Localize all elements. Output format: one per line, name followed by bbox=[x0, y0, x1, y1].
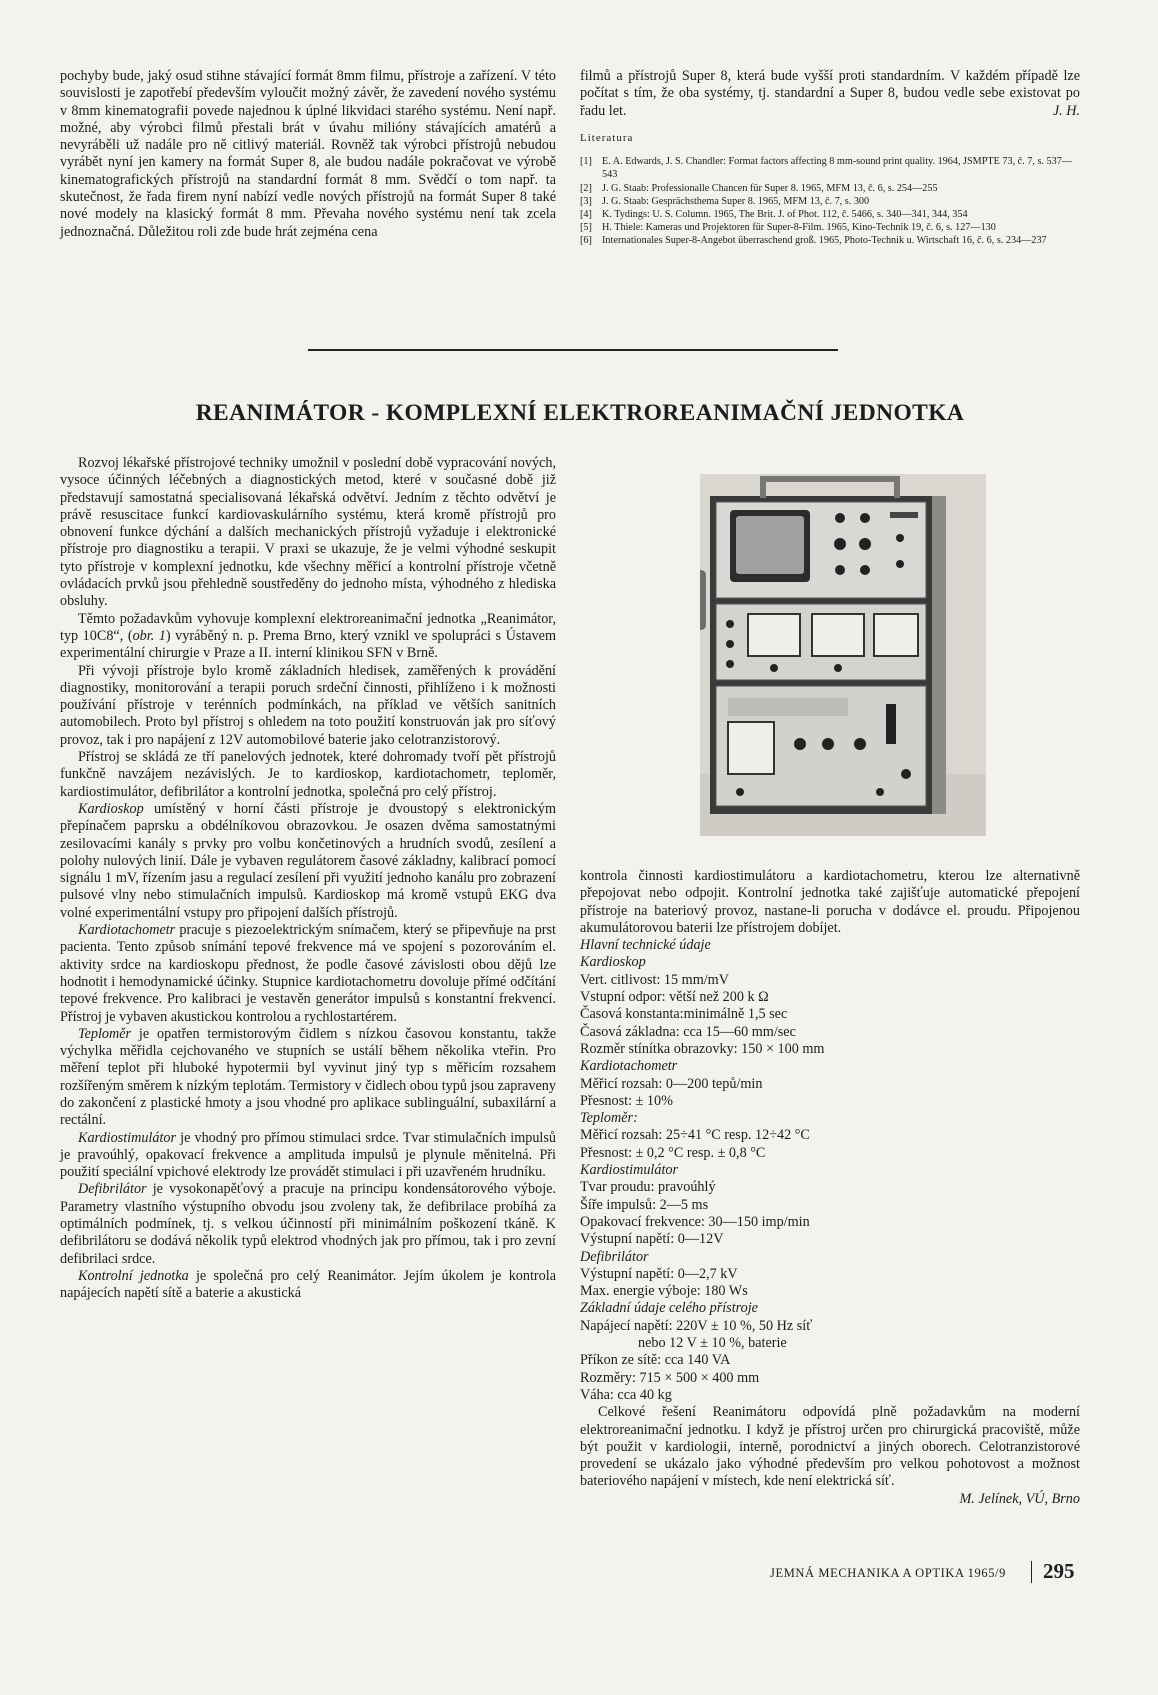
reference-item bbox=[580, 182, 1080, 195]
spec-group-heading: Kardiotachometr bbox=[580, 1058, 678, 1075]
term: Teploměr bbox=[78, 1025, 132, 1042]
paragraph: kontrola činnosti kardiostimulátoru a kardiotachometru, kterou lze alternativně přepojovat nebo odpojit. Kontrolní jednotka také zajišťuje automatické přepojení přístroje na bateriový provoz, nastane-li porucha v dodávce el. proudu. Připojenou akumulátorovou baterii lze přístrojem dobíjet. bbox=[580, 868, 1080, 936]
spec-line: Vert. citlivost: 15 mm/mV bbox=[580, 971, 729, 988]
specs-heading: Hlavní technické údaje bbox=[580, 937, 711, 954]
reference-item bbox=[580, 195, 1080, 208]
paragraph-text: je vysokonapěťový a pracuje na principu kondensátorového výboje. Parametry vlastního výstupního obvodu jsou zvoleny tak, že defibrilace probíhá za optimálních podmínek, tj. s velkou účinností při minimálním poškození tkáně. K defibrilátoru se dodává několik typů elektrod vhodných jak pro přímou, tak i pro zevní defibrilaci srdce. bbox=[60, 1181, 556, 1267]
reference-number: [4] bbox=[580, 209, 592, 220]
journal-footer: JEMNÁ MECHANIKA A OPTIKA 1965/9 bbox=[770, 1566, 1006, 1580]
reference-number: [6] bbox=[580, 235, 592, 247]
paragraph-text: filmů a přístrojů Super 8, která bude vyšší proti standardním. V každém případě lze počítat s tím, že oba systémy, tj. standardní a Super 8, budou vedle sebe existovat po řadu let. bbox=[580, 68, 1080, 119]
article-left-column bbox=[60, 455, 556, 1303]
paragraph bbox=[60, 611, 556, 663]
term: Kardiotachometr bbox=[78, 922, 176, 939]
paragraph: pochyby bude, jaký osud stihne stávající formát 8mm filmu, přístroje a zařízení. V této souvislosti je zapotřebí především vyloučit možný závěr, že zavedení nového systému v 8mm kinematografii povede najednou k úplné likvidaci starého systému. Není např. možné, aby výrobci filmů přestali brát v úvahu milióny stávajících amatérů a nevyráběli už nadále pro ně citlivý materiál. Rovněž tak výrobci přístrojů nebudou vyrábět nyní jen kamery na formát Super 8, ale budou nadále pokračovat ve výrobě kinematografických přístrojů na standardní formát 8 mm. Svědčí o tom např. ta skutečnost, že řada firem nyní nabízí vedle nových přístrojů na formát Super 8 také nové modely na klasický formát 8 mm. Převaha nového systému není tak zcela jednoznačná. Důležitou roli zde bude hrát zejména cena bbox=[60, 68, 556, 240]
spec-line: Opakovací frekvence: 30—150 imp/min bbox=[580, 1213, 810, 1230]
spec-line: Měřicí rozsah: 25÷41 °C resp. 12÷42 °C bbox=[580, 1127, 810, 1144]
paragraph bbox=[60, 801, 556, 922]
spec-group-heading: Kardioskop bbox=[580, 954, 646, 971]
figure-reference: obr. 1 bbox=[132, 627, 166, 644]
reference-text: H. Thiele: Kameras und Projektoren für Super-8-Film. 1965, Kino-Technik 19, č. 6, s. 127—130 bbox=[602, 222, 996, 234]
spec-line: Rozměry: 715 × 500 × 400 mm bbox=[580, 1369, 760, 1386]
term: Kardiostimulátor bbox=[78, 1129, 177, 1146]
spec-line: Měřicí rozsah: 0—200 tepů/min bbox=[580, 1075, 763, 1092]
paragraph: Při vývoji přístroje bylo kromě základních hledisek, zaměřených k provádění diagnostiky, monitorování a terapii poruch srdeční činnosti, přihlíženo i k možnosti používání přístroje v terénních podmínkách, na příklad ve větších sanitních automobilech. Proto byl přístroj s ohledem na toto použití konstruován jak pro síťový provoz, tak i pro napájení z 12V automobilové baterie jako celotranzistorový. bbox=[60, 662, 556, 748]
reference-number: [2] bbox=[580, 182, 592, 194]
paragraph-text: je vhodný pro přímou stimulaci srdce. Tvar stimulačních impulsů je pravoúhlý, opakovací frekvence a amplituda impulsů je plynule měnitelná. Při použití speciální vpichové elektrody lze provádět stimulaci i při uzavřeném hrudníku. bbox=[60, 1129, 556, 1181]
spec-group-heading: Kardiostimulátor bbox=[580, 1162, 679, 1179]
author-signature: M. Jelínek, VÚ, Brno bbox=[959, 1490, 1080, 1507]
paragraph bbox=[60, 1130, 556, 1182]
spec-line: Výstupní napětí: 0—12V bbox=[580, 1231, 724, 1248]
spec-line: Časová konstanta:minimálně 1,5 sec bbox=[580, 1006, 788, 1023]
spec-line: Příkon ze sítě: cca 140 VA bbox=[580, 1352, 731, 1369]
reference-text: Internationales Super-8-Angebot überraschend groß. 1965, Photo-Technik u. Wirtschaft 16, č. 6, s. 234—237 bbox=[602, 235, 1047, 247]
paragraph: Rozvoj lékařské přístrojové techniky umožnil v poslední době vypracování nových, vysoce účinných léčebných a diagnostických metod, které v současné době již představují samostatná specialisovaná lékařská odvětví. Jedním z těchto odvětví je právě resuscitace funkcí kardiovaskulárního systému, která kromě přístrojů pro obnovení funkce dýchání a dalších mechanických přístrojů vyžaduje i elektronické přístroje pro diagnostiku a terapii. V praxi se ukazuje, že je velmi výhodné seskupit tyto přístroje v komplexní jednotku, kde všechny měřicí a kontrolní přístroje včetně ovládacích prvků jsou přehledně soustředěny do jednoho místa, výhodného z hlediska obsluhy. bbox=[60, 455, 556, 610]
spec-line: Vstupní odpor: větší než 200 k Ω bbox=[580, 989, 769, 1006]
article-title: REANIMÁTOR - KOMPLEXNÍ ELEKTROREANIMAČNÍ JEDNOTKA bbox=[195, 400, 965, 426]
top-right-column bbox=[580, 68, 1080, 248]
reference-list bbox=[580, 155, 1080, 247]
paragraph bbox=[580, 68, 1080, 120]
reference-item bbox=[580, 234, 1080, 247]
spec-line: Napájecí napětí: 220V ± 10 %, 50 Hz síť bbox=[580, 1317, 813, 1334]
reference-item bbox=[580, 155, 1080, 181]
reference-item bbox=[580, 221, 1080, 234]
article-right-column bbox=[580, 868, 1080, 1508]
paragraph-text: je opatřen termistorovým čidlem s nízkou časovou konstantu, takže výchylka měřidla cejchovaného ve stupních se ustálí během několika vteřin. Pro měření teplot při hluboké hypotermii byl vyvinut jiný typ s měřicím rozsahem rozšířeným směrem k nízkým teplotám. Termistory v čidlech obou typů jsou zapraveny do zakončení z plastické hmoty a jsou vhodné pro aplikace sublinguální, subaxilární a rectální. bbox=[60, 1025, 556, 1129]
spec-line: Tvar proudu: pravoúhlý bbox=[580, 1179, 716, 1196]
reference-number: [3] bbox=[580, 195, 592, 207]
spec-line: Šíře impulsů: 2—5 ms bbox=[580, 1196, 709, 1213]
term: Defibrilátor bbox=[78, 1181, 147, 1198]
spec-line: Rozměr stínítka obrazovky: 150 × 100 mm bbox=[580, 1040, 825, 1057]
spec-line: Max. energie výboje: 180 Ws bbox=[580, 1283, 748, 1300]
paragraph-text: pracuje s piezoelektrickým snímačem, který se připevňuje na prst pacienta. Tento způsob snímání tepové frekvence má ve spojení s pozorováním el. aktivity srdce na kardioskopu přednost, že podle časové závislosti obou dějů lze hodnotit i hemodynamické účinky. Stupnice kardiotachometru dovoluje přímé odčítání tepové frekvence. Pro kalibraci je vestavěn generátor impulsů s konstantní frekvencí. Přístroj je vybaven akustickou kontrolou a rychlostartérem. bbox=[60, 922, 556, 1025]
paragraph: Celkové řešení Reanimátoru odpovídá plně požadavkům na moderní elektroreanimační jednotku. I když je přístroj určen pro chirurgická pracoviště, může být použit v kardiologii, interně, porodnictví a jiných oborech. Celotranzistorové provedení se ukázalo jako výhodné především pro velkou pohotovost a možnost bateriového napájení v místech, kde není elektrická síť. bbox=[580, 1404, 1080, 1490]
reference-item bbox=[580, 208, 1080, 221]
paragraph bbox=[60, 1268, 556, 1303]
reanimator-device-image bbox=[700, 474, 986, 836]
literature-heading: Literatura bbox=[580, 131, 634, 144]
spec-group-heading: Teploměr: bbox=[580, 1110, 638, 1127]
device-photo bbox=[700, 474, 986, 836]
paragraph-text: je společná pro celý Reanimátor. Jejím úkolem je kontrola napájecích napětí sítě a baterie a akustická bbox=[60, 1267, 556, 1302]
paragraph bbox=[60, 1026, 556, 1130]
footer-divider bbox=[1031, 1561, 1032, 1583]
reference-text: J. G. Staab: Professionalle Chancen für Super 8. 1965, MFM 13, č. 6, s. 254—255 bbox=[602, 182, 938, 194]
author-initials: J. H. bbox=[1052, 102, 1080, 119]
top-left-column bbox=[60, 68, 556, 241]
page-number: 295 bbox=[1043, 1559, 1075, 1583]
reference-text: E. A. Edwards, J. S. Chandler: Format factors affecting 8 mm-sound print quality. 1964, JSMPTE 73, č. 7, s. 537—543 bbox=[602, 156, 1072, 181]
paragraph bbox=[60, 922, 556, 1026]
paragraph bbox=[60, 1181, 556, 1267]
paragraph-text: ) vyráběný n. p. Prema Brno, který vznikl ve spolupráci s Ústavem experimentální chirurgie v Praze a II. interní klinikou SFN v Brně. bbox=[60, 627, 557, 662]
reference-number: [1] bbox=[580, 156, 592, 168]
section-divider bbox=[308, 349, 838, 351]
spec-line: Výstupní napětí: 0—2,7 kV bbox=[580, 1265, 738, 1282]
paragraph-text: Těmto požadavkům vyhovuje komplexní elektroreanimační jednotka „Reanimátor, typ 10C8“, ( bbox=[60, 610, 556, 644]
spec-line: Váha: cca 40 kg bbox=[580, 1386, 672, 1403]
spec-line: Přesnost: ± 10% bbox=[580, 1092, 673, 1109]
spec-line: Časová základna: cca 15—60 mm/sec bbox=[580, 1023, 796, 1040]
spec-group-heading: Defibrilátor bbox=[580, 1248, 649, 1265]
reference-text: J. G. Staab: Gesprächsthema Super 8. 1965, MFM 13, č. 7, s. 300 bbox=[602, 195, 870, 207]
term: Kontrolní jednotka bbox=[78, 1267, 189, 1284]
reference-number: [5] bbox=[580, 222, 592, 234]
spec-group-heading: Základní údaje celého přístroje bbox=[580, 1300, 758, 1317]
reference-text: K. Tydings: U. S. Column. 1965, The Brit. J. of Phot. 112, č. 5466, s. 340—341, 344, 354 bbox=[602, 209, 968, 220]
paragraph: Přístroj se skládá ze tří panelových jednotek, které dohromady tvoří pět přístrojů funkčně navzájem nezávislých. Je to kardioskop, kardiotachometr, teploměr, kardiostimulátor, defibrilátor a kontrolní jednotka, společná pro celý přístroj. bbox=[60, 749, 556, 800]
spec-line: Přesnost: ± 0,2 °C resp. ± 0,8 °C bbox=[580, 1144, 766, 1161]
term: Kardioskop bbox=[78, 800, 144, 817]
paragraph-text: umístěný v horní části přístroje je dvoustopý s elektronickým přepínačem paprsku a obdélníkovou obrazovkou. Je osazen dvěma samostatnými zesilovacími kanály s prvky pro volbu končetinových a hrudních svodů, zesílení a polohy nulových linií. Dále je vybaven regulátorem časové základny, kalibrací pomocí signálu 1 mV, řízením jasu a regulací zesílení při využití jednoho kanálu pro zobrazení pulsové vlny nebo stimulačních impulsů. Kardioskop má kromě vstupů EKG dva volné experimentální vstupy pro připojení dalších přístrojů. bbox=[60, 800, 556, 921]
spec-line: nebo 12 V ± 10 %, baterie bbox=[638, 1335, 787, 1352]
